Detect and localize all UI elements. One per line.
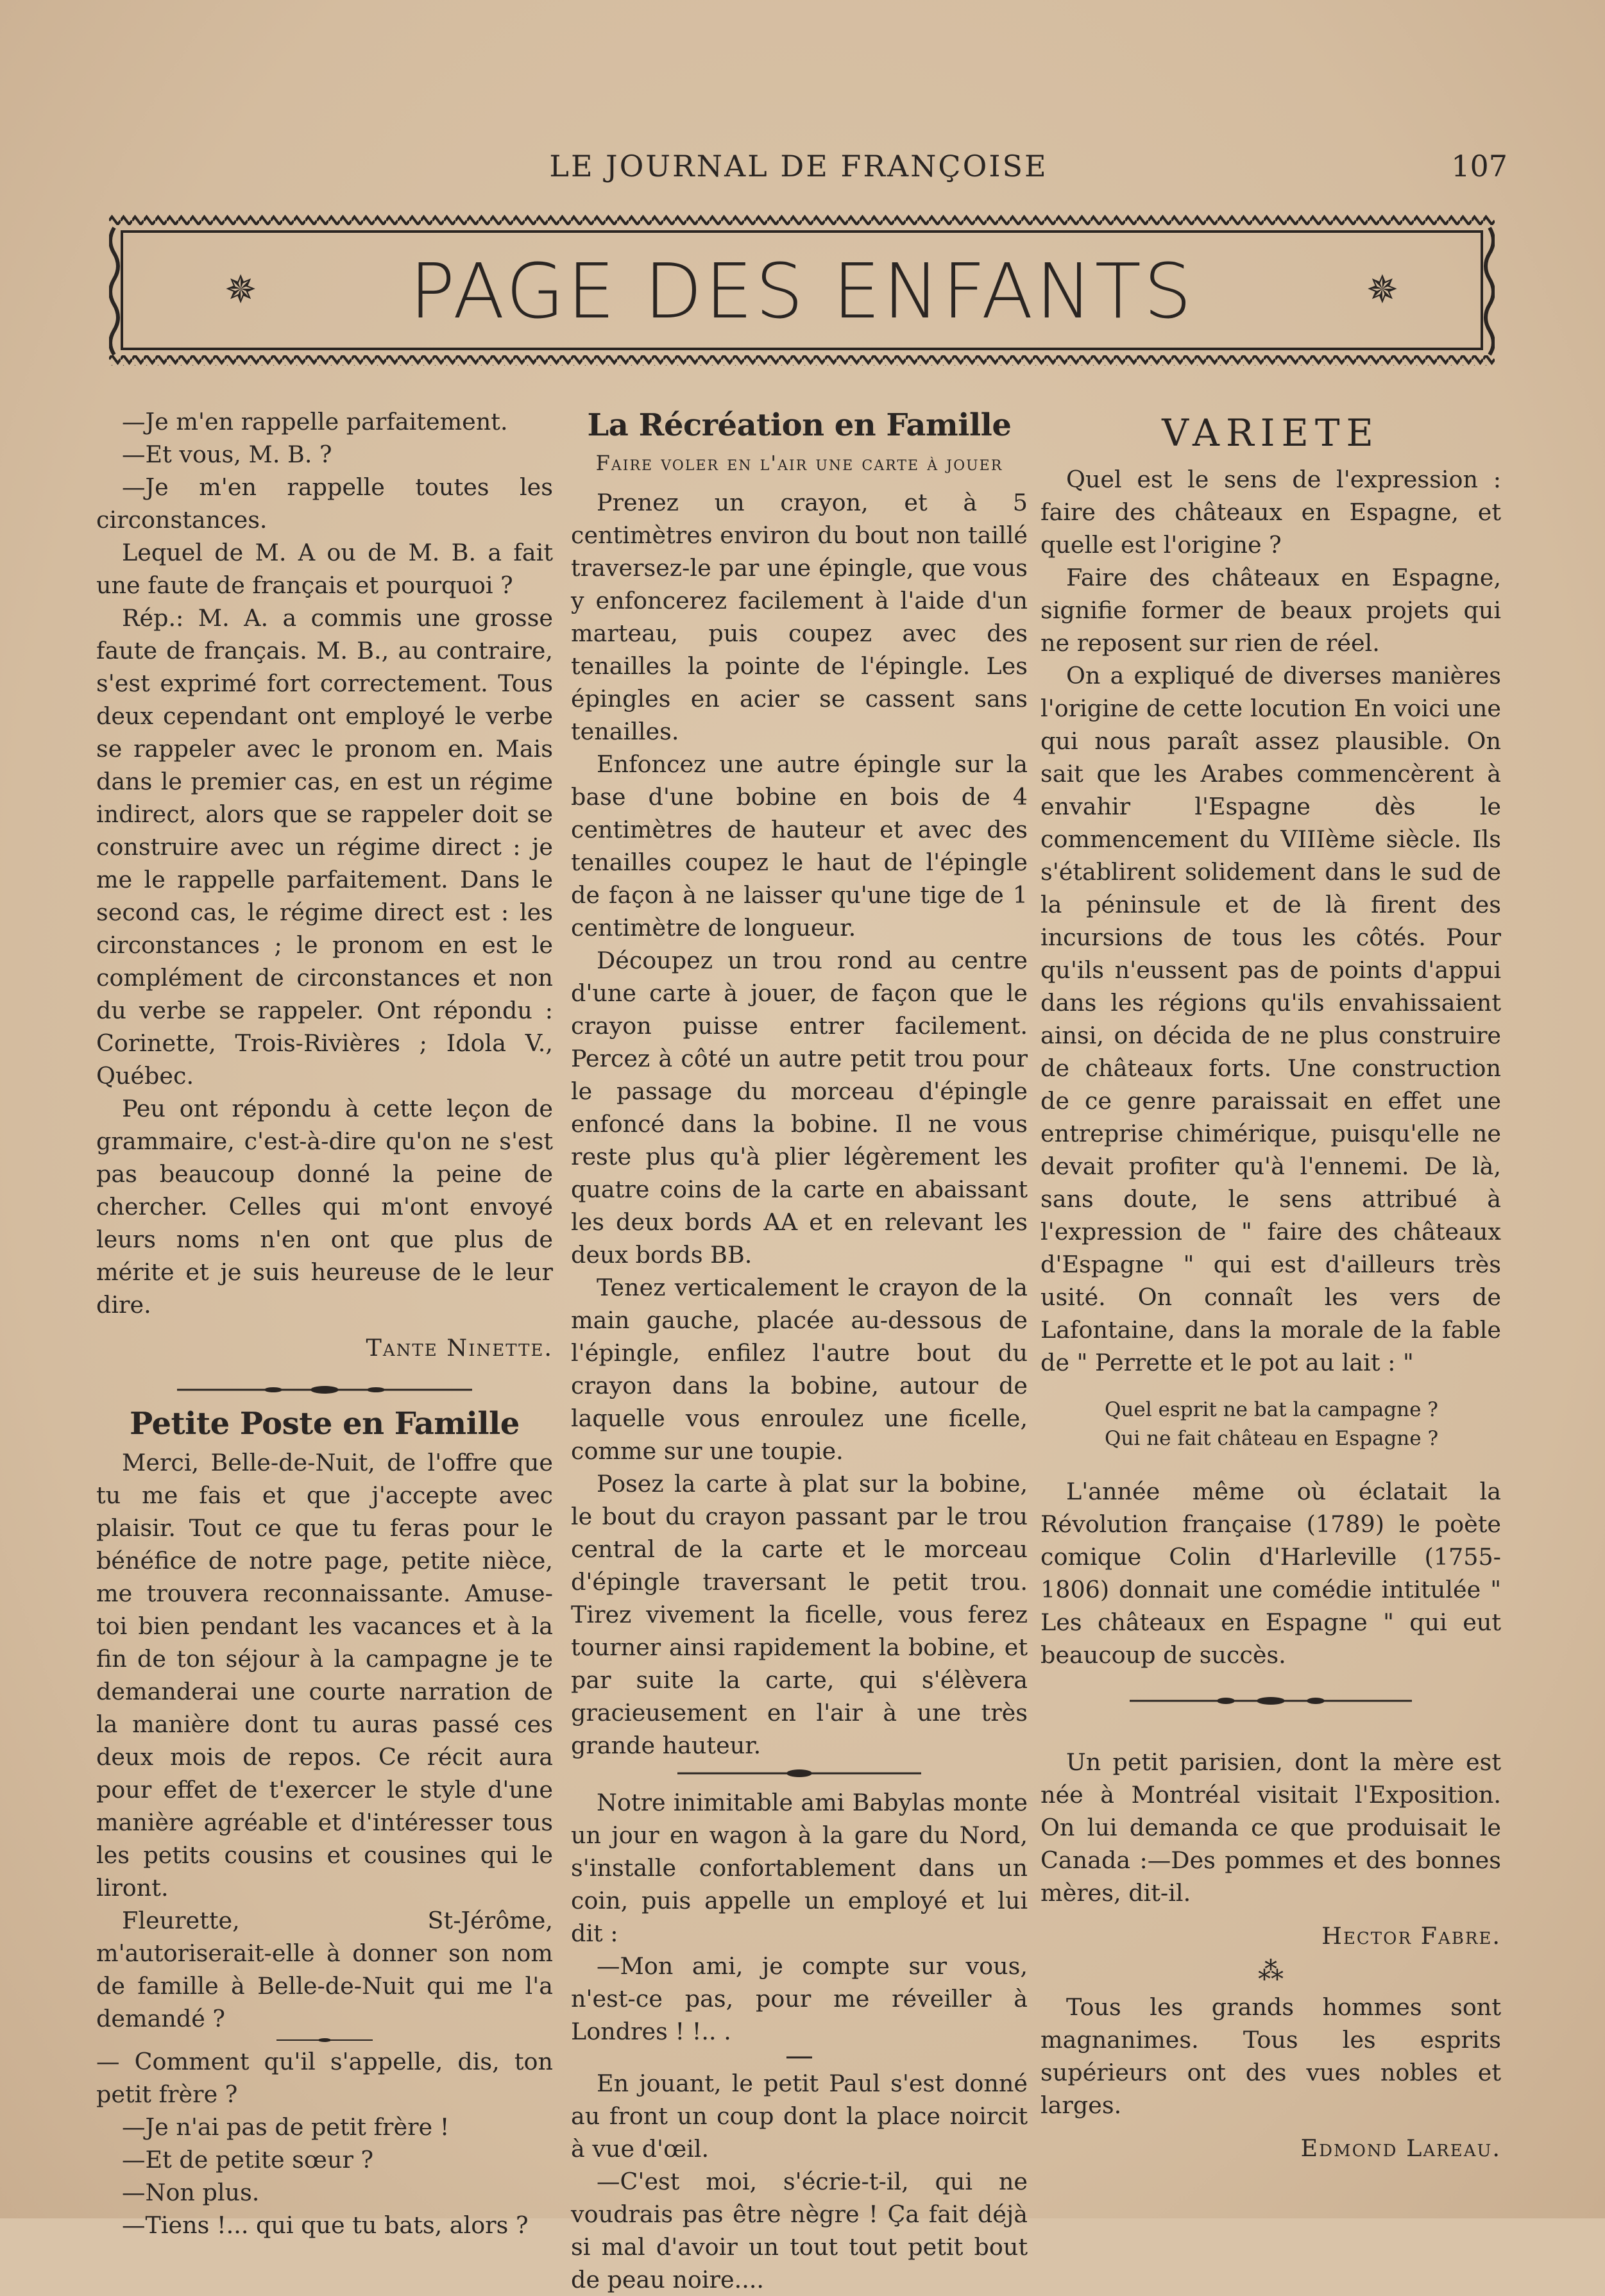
article-subtitle: Faire voler en l'air une carte à jouer <box>595 451 1003 475</box>
comedy-paragraph: L'année même où éclatait la Révolution française (1789) le poète comique Colin d'Harleville (1755-1806) donnait une comédie intitulée " Les châteaux en Espagne " qui eut beaucoup de succès. <box>1040 1478 1501 1669</box>
verse-line: Qui ne fait château en Espagne ? <box>1105 1427 1439 1450</box>
variete-history: On a expliqué de diverses manières l'origine de cette locution En voici une qui nous paraît assez plausible. On sait que les Arabes commencèrent à envahir l'Espagne dès le commencement du VIIIème siècle. Ils s'établirent solidement dans le sud de la péninsule et de là firent des incursions de tous les côtés. Pour qu'ils n'eussent pas de points d'appui dans les régions qu'ils envahissaient ainsi, on décida de ne plus construire de châteaux forts. Une construction de ce genre paraissait en effet une entreprise chimérique, puisqu'elle ne devait profiter qu'à l'ennemi. De là, sans doute, le sens attribué à l'expression de " faire des châteaux d'Espagne " qui est d'ailleurs très usité. On connaît les vers de Lafontaine, dans la morale de la fable de " Perrette et le pot au lait : " <box>1040 662 1501 1376</box>
separator-ornament <box>171 1383 479 1396</box>
verse-line: Quel esprit ne bat la campagne ? <box>1105 1398 1438 1421</box>
column-right <box>1040 405 1501 2165</box>
signature: Tante Ninette. <box>366 1334 553 1362</box>
page-number: 107 <box>1451 149 1507 183</box>
anecdote-paragraph: —C'est moi, s'écrie-t-il, qui ne voudrais pas être nègre ! Ça fait déjà si mal d'avoir un tout tout petit bout de peau noire.... <box>571 2168 1028 2293</box>
joke-line: —Je n'ai pas de petit frère ! <box>122 2113 450 2141</box>
variete-question: Quel est le sens de l'expression : faire des châteaux en Espagne, et quelle est l'origine ? <box>1040 466 1501 559</box>
column-middle <box>571 405 1028 2296</box>
joke-line: —Non plus. <box>122 2179 260 2206</box>
joke-line: —Et de petite sœur ? <box>122 2146 374 2174</box>
joke-line: —Tiens !... qui que tu bats, alors ? <box>122 2211 529 2239</box>
separator-ornament <box>1123 1694 1418 1707</box>
maxim-paragraph: Tous les grands hommes sont magnanimes. Tous les esprits supérieurs ont des vues nobles et larges. <box>1040 1993 1501 2119</box>
star-ornament-icon: ✵ <box>225 267 257 312</box>
section-title-recreation: La Récréation en Famille <box>587 407 1012 443</box>
dialogue-line: —Je m'en rappelle parfaitement. <box>122 408 508 435</box>
grammar-answer: Rép.: M. A. a commis une grosse faute de français. M. B., au contraire, s'est exprimé fort correctement. Tous deux cependant ont employé le verbe se rappeler avec le pronom en. Mais dans le premier cas, en est un régime indirect, alors que se rappeler doit se construire avec un régime direct : je me le rappelle parfaitement. Dans le second cas, le régime direct est : les circonstances ; le pronom en est le complément de circonstances et non du verbe se rappeler. Ont répondu : Corinette, Trois-Rivières ; Idola V., Québec. <box>96 604 553 1090</box>
dialogue-line: —Je m'en rappelle toutes les circonstances. <box>96 473 553 534</box>
anecdote-paragraph: —Mon ami, je compte sur vous, n'est-ce pas, pour me réveiller à Londres ! !.. . <box>571 1952 1028 2045</box>
separator-dash <box>780 2048 819 2067</box>
signature: Edmond Lareau. <box>1300 2134 1501 2162</box>
separator-rule <box>273 2035 376 2045</box>
asterism: ⁂ <box>1258 1957 1284 1986</box>
article-paragraph: Posez la carte à plat sur la bobine, le bout du crayon passant par le trou central de la carte et le morceau d'épingle traversant le petit trou. Tirez vivement la ficelle, vous ferez tourner ainsi rapidement la bobine, et par suite la carte, qui s'élèvera gracieusement en l'air à une très grande hauteur. <box>571 1470 1028 1759</box>
anecdote-paragraph: Notre inimitable ami Babylas monte un jour en wagon à la gare du Nord, s'installe confortablement dans un coin, puis appelle un employé et lui dit : <box>571 1789 1028 1947</box>
verse-quote <box>1105 1396 1501 1453</box>
banner-title: PAGE DES ENFANTS <box>409 247 1194 335</box>
dialogue-line: —Et vous, M. B. ? <box>122 441 332 468</box>
signature: Hector Fabre. <box>1321 1922 1501 1950</box>
variete-answer: Faire des châteaux en Espagne, signifie former de beaux projets qui ne reposent sur rien de réel. <box>1040 564 1501 657</box>
article-paragraph: Découpez un trou rond au centre d'une carte à jouer, de façon que le crayon puisse entrer facilement. Percez à côté un autre petit trou pour le passage du morceau d'épingle enfoncé dans la bobine. Il ne vous reste plus qu'à plier légèrement les quatre coins de la carte en abaissant les deux bords AA et en relevant les deux bords BB. <box>571 947 1028 1269</box>
star-ornament-icon: ✵ <box>1366 267 1398 312</box>
journal-title: LE JOURNAL DE FRANÇOISE <box>549 149 1048 183</box>
parisien-paragraph: Un petit parisien, dont la mère est née à Montréal visitait l'Exposition. On lui demanda ce que produisait le Canada :—Des pommes et des bonnes mères, dit-il. <box>1040 1748 1501 1907</box>
column-left <box>96 405 553 2241</box>
anecdote-paragraph: En jouant, le petit Paul s'est donné au front un coup dont la place noircit à vue d'œil. <box>571 2070 1028 2163</box>
section-title-petite-poste: Petite Poste en Famille <box>130 1406 520 1442</box>
closing-paragraph: Peu ont répondu à cette leçon de grammaire, c'est-à-dire qu'on ne s'est pas beaucoup donné la peine de chercher. Celles qui m'ont envoyé leurs noms n'en ont que plus de mérite et je suis heureuse de le leur dire. <box>96 1095 553 1319</box>
grammar-question: Lequel de M. A ou de M. B. a fait une faute de français et pourquoi ? <box>96 539 553 599</box>
article-paragraph: Tenez verticalement le crayon de la main gauche, placée au-dessous de l'épingle, enfilez l'autre bout du crayon dans la bobine, autour de laquelle vous enroulez une ficelle, comme sur une toupie. <box>571 1274 1028 1465</box>
section-title-variete: VARIETE <box>1162 411 1380 455</box>
letter-paragraph: Merci, Belle-de-Nuit, de l'offre que tu me fais et que j'accepte avec plaisir. Tout ce que tu feras pour le bénéfice de notre page, petite nièce, me trouvera reconnaissante. Amuse-toi bien pendant les vacances et à la fin de ton séjour à la campagne je te demanderai une courte narration de la manière dont tu auras passé ces deux mois de repos. Ce récit aura pour effet de t'exercer le style d'une manière agréable et d'intéresser tous les petits cousins et cousines qui le liront. <box>96 1449 553 1902</box>
separator-ornament <box>671 1767 928 1780</box>
article-paragraph: Prenez un crayon, et à 5 centimètres environ du bout non taillé traversez-le par une épingle, que vous y enfoncerez facilement à l'aide d'un marteau, puis coupez avec des tenailles la pointe de l'épingle. Les épingles en acier se cassent sans tenailles. <box>571 489 1028 745</box>
article-paragraph: Enfoncez une autre épingle sur la base d'une bobine en bois de 4 centimètres de hauteur et avec des tenailles coupez le haut de l'épingle de façon à ne laisser qu'une tige de 1 centimètre de longueur. <box>571 750 1028 941</box>
letter-paragraph: Fleurette, St-Jérôme, m'autoriserait-elle à donner son nom de famille à Belle-de-Nuit qui me l'a demandé ? <box>96 1907 553 2032</box>
running-header <box>96 149 1507 194</box>
page-banner <box>109 215 1495 366</box>
joke-line: — Comment qu'il s'appelle, dis, ton petit frère ? <box>96 2048 553 2108</box>
